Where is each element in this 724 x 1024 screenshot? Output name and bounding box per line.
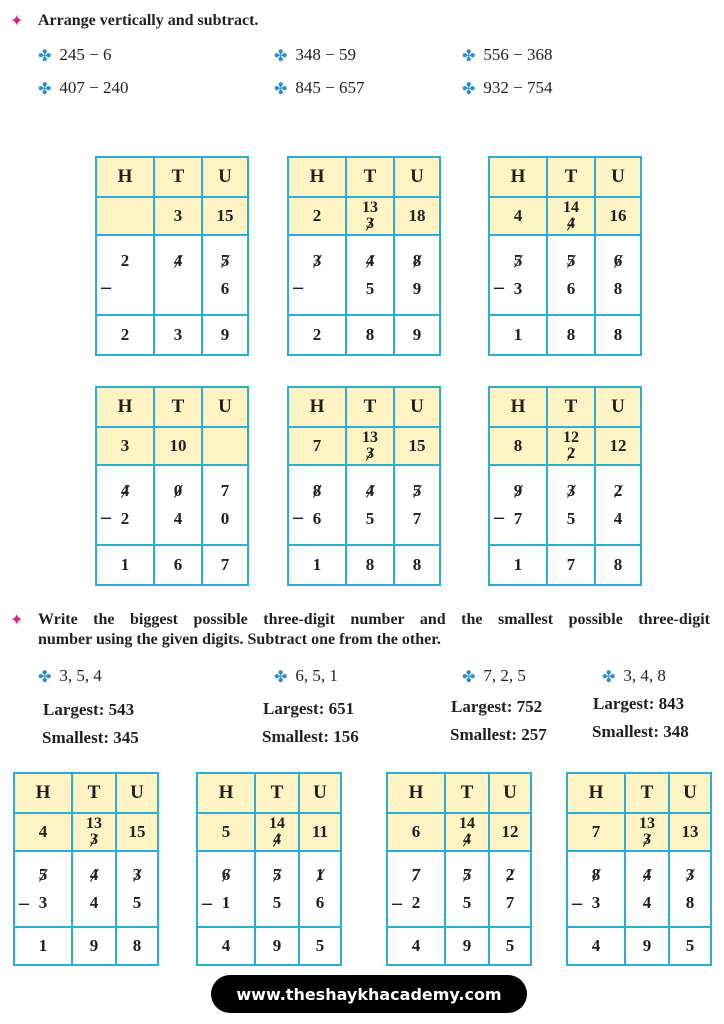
operand-cell — [547, 235, 595, 315]
clover-bullet-icon: ✤ — [274, 78, 288, 98]
column-header: U — [202, 157, 248, 197]
borrow-cell: 4 — [489, 197, 547, 235]
result-cell: 8 — [394, 545, 440, 585]
largest-answer: Largest: 752 — [451, 697, 543, 716]
smallest-answer: Smallest: 348 — [592, 722, 689, 741]
subtrahend-digit: 3 — [591, 893, 601, 912]
minuend-digit: 2 — [505, 865, 515, 884]
subtrahend-digit: 1 — [221, 893, 231, 912]
minuend-digit: 5 — [220, 251, 230, 270]
minuend-digit: 4 — [642, 865, 652, 884]
result-cell: 1 — [96, 545, 154, 585]
operand-cell — [116, 851, 158, 927]
result-cell: 8 — [346, 545, 394, 585]
borrow-cell — [255, 813, 299, 851]
clover-bullet-icon: ✤ — [274, 45, 288, 65]
borrow-cell: 8 — [489, 427, 547, 465]
result-cell: 9 — [202, 315, 248, 355]
minus-sign: – — [101, 276, 111, 298]
minuend-digit: 5 — [38, 865, 48, 884]
subtrahend-digit: 7 — [513, 509, 523, 528]
borrowed-value: 12 — [563, 429, 579, 446]
minuend-digit: 4 — [173, 251, 183, 270]
minuend-digit: 4 — [365, 481, 375, 500]
borrow-cell: 13 — [669, 813, 711, 851]
result-cell: 8 — [595, 315, 641, 355]
column-header: T — [625, 773, 669, 813]
subtrahend-digit: 4 — [173, 509, 183, 528]
htu-subtraction-table — [287, 386, 441, 586]
borrow-cell — [96, 197, 154, 235]
borrow-cell: 3 — [96, 427, 154, 465]
borrow-cell: 18 — [394, 197, 440, 235]
column-header: T — [346, 157, 394, 197]
question-2-instruction — [38, 610, 710, 650]
minuend-digit: 3 — [132, 865, 142, 884]
minuend-digit: 9 — [513, 481, 523, 500]
operand-cell — [346, 465, 394, 545]
question-1-instruction: Arrange vertically and subtract. — [38, 12, 259, 29]
problem-item: ✤ 932 − 754 — [462, 78, 553, 98]
minus-sign: – — [293, 276, 303, 298]
result-cell: 9 — [394, 315, 440, 355]
subtrahend-digit: 0 — [220, 509, 230, 528]
htu-subtraction-table — [95, 386, 249, 586]
operand-cell — [96, 465, 154, 545]
subtrahend-digit: 5 — [566, 509, 576, 528]
htu-subtraction-table — [488, 386, 642, 586]
minuend-digit: 5 — [272, 865, 282, 884]
column-header: T — [255, 773, 299, 813]
column-header: H — [96, 387, 154, 427]
minuend-digit: 5 — [462, 865, 472, 884]
column-header: H — [14, 773, 72, 813]
struck-digit: 3 — [90, 831, 98, 848]
subtrahend-digit: 5 — [132, 893, 142, 912]
operand-cell — [595, 235, 641, 315]
borrowed-value: 13 — [639, 815, 655, 832]
minuend-digit: 7 — [411, 865, 421, 884]
result-cell: 7 — [547, 545, 595, 585]
subtrahend-digit: 5 — [462, 893, 472, 912]
struck-digit: 4 — [463, 831, 471, 848]
column-header: H — [197, 773, 255, 813]
operand-cell — [595, 465, 641, 545]
operand-cell — [387, 851, 445, 927]
result-cell: 5 — [669, 927, 711, 965]
operand-cell — [96, 235, 154, 315]
digit-set: ✤ 3, 4, 8 — [602, 666, 666, 686]
borrow-cell: 15 — [394, 427, 440, 465]
column-header: U — [116, 773, 158, 813]
htu-subtraction-table — [488, 156, 642, 356]
result-cell: 1 — [14, 927, 72, 965]
instruction-line-2: number using the given digits. Subtract one from the other. — [38, 631, 441, 648]
minuend-digit: 7 — [220, 481, 230, 500]
minuend-digit: 0 — [173, 481, 183, 500]
instruction-line-1: Write the biggest possible three-digit number and the smallest possible three-digit — [38, 611, 710, 628]
result-cell: 1 — [288, 545, 346, 585]
clover-bullet-icon: ✤ — [38, 78, 52, 98]
htu-subtraction-table — [287, 156, 441, 356]
largest-answer: Largest: 651 — [263, 699, 355, 718]
column-header: H — [489, 157, 547, 197]
result-cell: 3 — [154, 315, 202, 355]
operand-cell — [14, 851, 72, 927]
smallest-answer: Smallest: 156 — [262, 727, 359, 746]
result-cell: 2 — [288, 315, 346, 355]
minus-sign: – — [293, 506, 303, 528]
borrow-cell: 4 — [14, 813, 72, 851]
minuend-digit: 2 — [120, 251, 130, 270]
column-header: T — [154, 387, 202, 427]
column-header: H — [288, 387, 346, 427]
column-header: U — [595, 157, 641, 197]
subtrahend-digit: 3 — [513, 279, 523, 298]
subtrahend-digit: 2 — [411, 893, 421, 912]
subtrahend-digit: 5 — [272, 893, 282, 912]
borrow-cell — [202, 427, 248, 465]
problem-item: ✤ 348 − 59 — [274, 45, 356, 65]
column-header: T — [445, 773, 489, 813]
minuend-digit: 6 — [613, 251, 623, 270]
operand-cell — [547, 465, 595, 545]
result-cell: 8 — [346, 315, 394, 355]
operand-cell — [445, 851, 489, 927]
subtrahend-digit: 6 — [220, 279, 230, 298]
column-header: U — [394, 157, 440, 197]
minus-sign: – — [101, 506, 111, 528]
result-cell: 4 — [197, 927, 255, 965]
minus-sign: – — [494, 506, 504, 528]
borrow-cell — [72, 813, 116, 851]
borrow-cell — [445, 813, 489, 851]
subtrahend-digit: 4 — [89, 893, 99, 912]
borrow-cell: 2 — [288, 197, 346, 235]
clover-bullet-icon: ✤ — [462, 45, 476, 65]
borrow-cell — [346, 197, 394, 235]
result-cell: 5 — [299, 927, 341, 965]
borrowed-value: 13 — [362, 199, 378, 216]
subtrahend-digit: 8 — [685, 893, 695, 912]
column-header: H — [567, 773, 625, 813]
struck-digit: 4 — [567, 215, 575, 232]
minuend-digit: 5 — [513, 251, 523, 270]
minuend-digit: 5 — [412, 481, 422, 500]
htu-subtraction-table — [95, 156, 249, 356]
operand-cell — [299, 851, 341, 927]
clover-bullet-icon: ✤ — [274, 666, 288, 686]
subtrahend-digit: 6 — [566, 279, 576, 298]
operand-cell — [625, 851, 669, 927]
struck-digit: 3 — [366, 215, 374, 232]
column-header: H — [96, 157, 154, 197]
column-header: U — [595, 387, 641, 427]
minus-sign: – — [202, 892, 212, 914]
operand-cell — [288, 235, 346, 315]
minuend-digit: 8 — [591, 865, 601, 884]
column-header: U — [489, 773, 531, 813]
borrowed-value: 14 — [269, 815, 285, 832]
column-header: T — [547, 387, 595, 427]
result-cell: 9 — [625, 927, 669, 965]
digit-set: ✤ 7, 2, 5 — [462, 666, 526, 686]
operand-cell — [255, 851, 299, 927]
column-header: T — [346, 387, 394, 427]
column-header: H — [489, 387, 547, 427]
minus-sign: – — [494, 276, 504, 298]
star-bullet-icon: ✦ — [10, 11, 24, 30]
column-header: H — [288, 157, 346, 197]
minuend-digit: 5 — [566, 251, 576, 270]
column-header: T — [154, 157, 202, 197]
clover-bullet-icon: ✤ — [602, 666, 616, 686]
struck-digit: 3 — [643, 831, 651, 848]
smallest-answer: Smallest: 345 — [42, 728, 139, 747]
largest-answer: Largest: 843 — [593, 694, 685, 713]
result-cell: 8 — [595, 545, 641, 585]
result-cell: 9 — [445, 927, 489, 965]
minuend-digit: 6 — [221, 865, 231, 884]
minuend-digit: 1 — [315, 865, 325, 884]
column-header: T — [72, 773, 116, 813]
minus-sign: – — [572, 892, 582, 914]
result-cell: 1 — [489, 545, 547, 585]
smallest-answer: Smallest: 257 — [450, 725, 547, 744]
operand-cell — [489, 465, 547, 545]
borrow-cell — [547, 197, 595, 235]
result-cell: 4 — [387, 927, 445, 965]
problem-item: ✤ 556 − 368 — [462, 45, 553, 65]
column-header: U — [669, 773, 711, 813]
subtrahend-digit: 4 — [642, 893, 652, 912]
borrow-cell: 16 — [595, 197, 641, 235]
minuend-digit: 4 — [89, 865, 99, 884]
borrow-cell: 15 — [202, 197, 248, 235]
htu-subtraction-table — [196, 772, 342, 966]
website-footer[interactable]: www.theshaykhacademy.com — [211, 975, 527, 1013]
operand-cell — [394, 235, 440, 315]
borrowed-value: 13 — [86, 815, 102, 832]
htu-subtraction-table — [566, 772, 712, 966]
operand-cell — [567, 851, 625, 927]
operand-cell — [394, 465, 440, 545]
column-header: U — [394, 387, 440, 427]
result-cell: 9 — [255, 927, 299, 965]
borrowed-value: 14 — [563, 199, 579, 216]
minuend-digit: 3 — [685, 865, 695, 884]
minuend-digit: 3 — [566, 481, 576, 500]
borrow-cell: 12 — [595, 427, 641, 465]
minuend-digit: 8 — [312, 481, 322, 500]
operand-cell — [197, 851, 255, 927]
borrow-cell: 11 — [299, 813, 341, 851]
borrow-cell: 15 — [116, 813, 158, 851]
operand-cell — [489, 235, 547, 315]
subtrahend-digit: 9 — [412, 279, 422, 298]
operand-cell — [288, 465, 346, 545]
result-cell: 7 — [202, 545, 248, 585]
borrow-cell: 5 — [197, 813, 255, 851]
minuend-digit: 4 — [365, 251, 375, 270]
subtrahend-digit: 7 — [412, 509, 422, 528]
digit-set: ✤ 6, 5, 1 — [274, 666, 338, 686]
minus-sign: – — [392, 892, 402, 914]
struck-digit: 3 — [366, 445, 374, 462]
result-cell: 5 — [489, 927, 531, 965]
largest-answer: Largest: 543 — [43, 700, 135, 719]
column-header: H — [387, 773, 445, 813]
borrow-cell — [547, 427, 595, 465]
subtrahend-digit: 6 — [312, 509, 322, 528]
borrow-cell: 6 — [387, 813, 445, 851]
digit-set: ✤ 3, 5, 4 — [38, 666, 102, 686]
subtrahend-digit: 7 — [505, 893, 515, 912]
problem-item: ✤ 407 − 240 — [38, 78, 129, 98]
clover-bullet-icon: ✤ — [462, 666, 476, 686]
column-header: U — [299, 773, 341, 813]
minus-sign: – — [19, 892, 29, 914]
result-cell: 6 — [154, 545, 202, 585]
minuend-digit: 8 — [412, 251, 422, 270]
htu-subtraction-table — [386, 772, 532, 966]
minuend-digit: 4 — [120, 481, 130, 500]
clover-bullet-icon: ✤ — [462, 78, 476, 98]
borrow-cell: 7 — [288, 427, 346, 465]
htu-subtraction-table — [13, 772, 159, 966]
struck-digit: 4 — [273, 831, 281, 848]
borrowed-value: 14 — [459, 815, 475, 832]
operand-cell — [202, 235, 248, 315]
subtrahend-digit: 4 — [613, 509, 623, 528]
struck-digit: 2 — [567, 445, 575, 462]
problem-item: ✤ 245 − 6 — [38, 45, 112, 65]
subtrahend-digit: 8 — [613, 279, 623, 298]
subtrahend-digit: 3 — [38, 893, 48, 912]
column-header: T — [547, 157, 595, 197]
subtrahend-digit — [155, 279, 201, 299]
clover-bullet-icon: ✤ — [38, 666, 52, 686]
borrowed-value: 13 — [362, 429, 378, 446]
operand-cell — [154, 235, 202, 315]
operand-cell — [346, 235, 394, 315]
subtrahend-digit: 2 — [120, 509, 130, 528]
borrow-cell: 12 — [489, 813, 531, 851]
borrow-cell — [346, 427, 394, 465]
operand-cell — [154, 465, 202, 545]
result-cell: 8 — [547, 315, 595, 355]
operand-cell — [202, 465, 248, 545]
result-cell: 1 — [489, 315, 547, 355]
minuend-digit: 3 — [312, 251, 322, 270]
result-cell: 9 — [72, 927, 116, 965]
operand-cell — [669, 851, 711, 927]
subtrahend-digit: 6 — [315, 893, 325, 912]
problem-item: ✤ 845 − 657 — [274, 78, 365, 98]
clover-bullet-icon: ✤ — [38, 45, 52, 65]
borrow-cell: 10 — [154, 427, 202, 465]
subtrahend-digit: 5 — [365, 509, 375, 528]
operand-cell — [72, 851, 116, 927]
subtrahend-digit: 5 — [365, 279, 375, 298]
result-cell: 2 — [96, 315, 154, 355]
minuend-digit: 2 — [613, 481, 623, 500]
result-cell: 4 — [567, 927, 625, 965]
borrow-cell — [625, 813, 669, 851]
star-bullet-icon: ✦ — [10, 610, 24, 629]
borrow-cell: 3 — [154, 197, 202, 235]
result-cell: 8 — [116, 927, 158, 965]
operand-cell — [489, 851, 531, 927]
column-header: U — [202, 387, 248, 427]
borrow-cell: 7 — [567, 813, 625, 851]
